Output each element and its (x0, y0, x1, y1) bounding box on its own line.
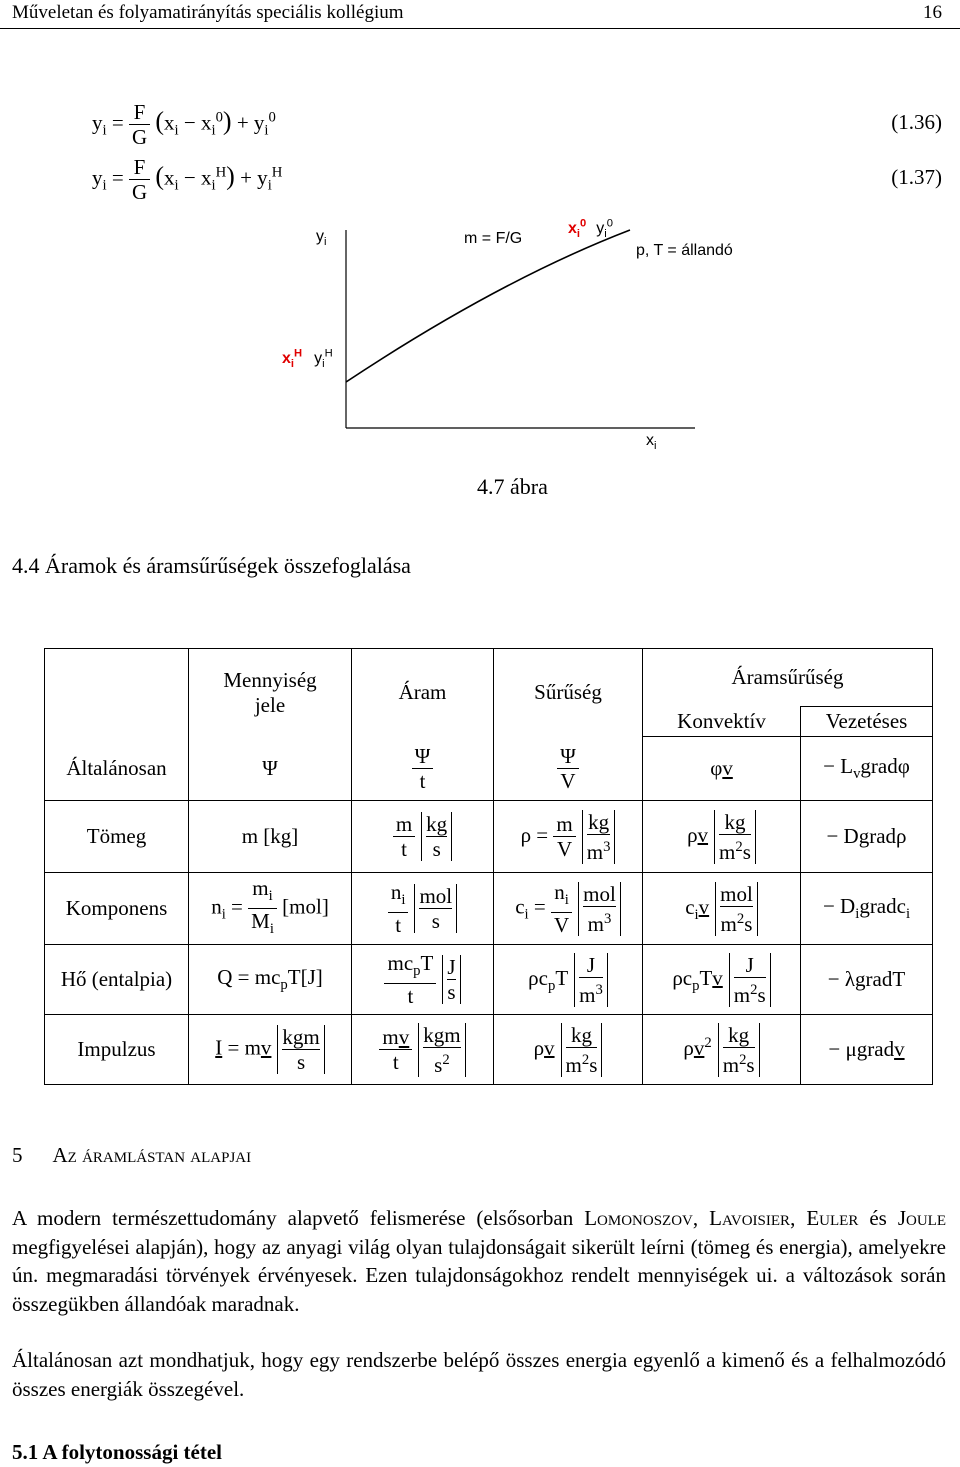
row-label: Hő (entalpia) (45, 945, 189, 1015)
header-aram: Áram (352, 649, 494, 737)
row-label: Általánosan (45, 737, 189, 801)
header-mennyiseg: Mennyiség jele (189, 649, 352, 737)
table-header-row (45, 649, 933, 707)
equation-number-1-37: (1.37) (891, 165, 942, 189)
paragraph-2: Általánosan azt mondhatjuk, hogy egy rendszerbe belépő összes energia egyenlő a kimenő és a felhalmozódó összes energiák összegével. (12, 1348, 946, 1401)
table-row: Impulzus I = mv kgm s $\frac{mv}{t}$ kgm $s^2$ ρv kg $m^2s$ $\rho v^2$ kg $m^2s$ − μgradv (45, 1015, 933, 1085)
table-row: Tömeg m [kg] $\frac{m}{t}$ kg s ρ = $\frac{m}{V}$ kg $m^3$ ρv kg $m^2s$ − Dgradρ (45, 801, 933, 873)
section-4-4-title: 4.4 Áramok és áramsűrűségek összefoglalása (12, 553, 411, 578)
equation-1-36: $y_i$ = $\frac{F}{G}$ $(x_i - x_i^0) + y_i^0$ (92, 100, 276, 149)
point-top-label: $x_i^0$ $y_i^0$ (568, 218, 613, 241)
summary-table (44, 648, 933, 1085)
row-label: Impulzus (45, 1015, 189, 1085)
condition-label: p, T = állandó (636, 242, 733, 259)
table-row: Hő (entalpia) $Q = mc_pT[J]$ $\frac{mc_pT}{t}$ J s $\rho c_pT$ J $m^3$ $\rho c_pTv$ J $m^2s$ − λgradT (45, 945, 933, 1015)
y-axis-label: $y_i$ (316, 228, 327, 249)
header-aramsuruseg: Áramsűrűség (643, 649, 933, 707)
paragraph-1: A modern természettudomány alapvető felismerése (elsősorban Lomonoszov, Lavoisier, Euler és Joule megfigyelései alapján), hogy az anyagi világ olyan tulajdonságait sikerült leírni (tömeg és energia), amelyekre ún. megmaradási törvények érvényesek. Ezen tulajdonságokhoz rendelt mennyiségek ui. a változások során összegükben állandóak maradnak. (12, 1206, 947, 1316)
header-title: Műveletan és folyamatirányítás speciális kollégium (12, 2, 404, 23)
equation-number-1-36: (1.36) (891, 110, 942, 134)
header-suruseg: Sűrűség (494, 649, 643, 737)
section-5-title: 5 Az áramlástan alapjai (12, 1143, 252, 1167)
line-curve (346, 230, 630, 382)
section-5-1-title: 5.1 A folytonossági tétel (12, 1440, 222, 1464)
page-header (0, 0, 960, 29)
point-bottom-label: $x_i^H$ $y_i^H$ (282, 348, 333, 371)
row-label: Komponens (45, 873, 189, 945)
x-axis-label: $x_i$ (646, 432, 657, 453)
page-number: 16 (923, 2, 942, 23)
line-label: m = F/G (464, 230, 523, 247)
row-label: Tömeg (45, 801, 189, 873)
table-row: Általánosan Ψ $\frac{\Psi}{t}$ $\frac{\Psi}{V}$ φv − $L_vgrad\varphi$ (45, 737, 933, 801)
equation-1-37: $y_i$ = $\frac{F}{G}$ $(x_i - x_i^H) + y_i^H$ (92, 155, 283, 204)
table-row: Komponens $n_i$ = $\frac{m_i}{M_i}$ [mol] $\frac{n_i}{t}$ mol s $c_i$ = $\frac{n_i}{V}$ mol $m^3$ $c_iv$ mol $m^2s$ − $D_igradc_i$ (45, 873, 933, 945)
header-konvektiv: Konvektív (643, 707, 801, 737)
figure-caption: 4.7 ábra (477, 474, 548, 499)
header-vezeteses: Vezetéses (801, 707, 933, 737)
